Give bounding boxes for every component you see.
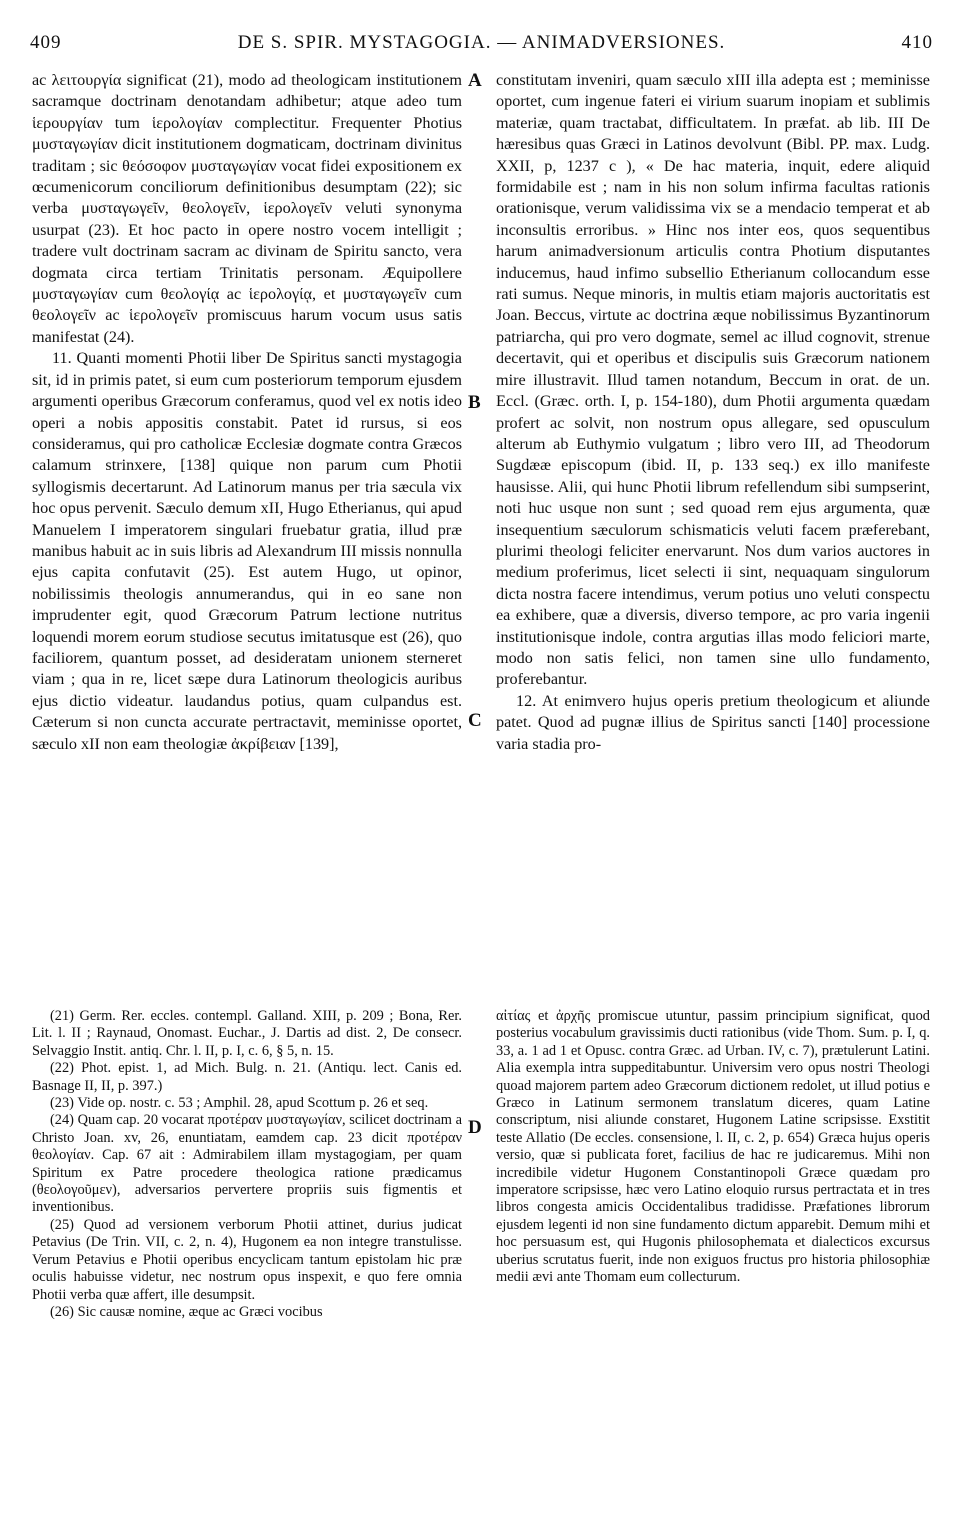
right-column [496, 70, 930, 755]
footnote-26: (26) Sic causæ nomine, æque ac Græci vocibus [50, 1303, 323, 1320]
paragraph-12: 12. At enimvero hujus operis pretium theologicum et aliunde patet. Quod ad pugnæ illius de Spiritus sancti [140] processione varia stadia pro- [496, 691, 930, 753]
paragraph-11: 11. Quanti momenti Photii liber De Spiritus sancti mystagogia sit, id in primis patet, si eum cum posteriorum temporum ejusdem argumenti operibus Græcorum conferamus, quod vel ex notis ideo operi a nobis appositis constabit. Patet id rursus, si eos consideramus, qui pro catholicæ Ecclesiæ dogmate contra Græcos calamum strinxere, [138] quique non parum cum Photii syllogismis decertarunt. Ad Latinorum manus per tria sæcula vix hoc opus pervenit. Sæculo demum xII, Hugo Etherianus, qui apud Manuelem I imperatorem singulari fruebatur gratia, illud præ manibus habuit ac in suis libris ad Alexandrum III missis nonnulla ejus capita confutavit (25). Est autem Hugo, ut opinor, nobilissimis theologis annumerandus, qui in eo sane non imprudenter egit, quod Græcorum Patrum lectione nutritus loquendi morem eorum studiose secutus imitatusque est (26), quo faciliorem, quantum posset, ad desideratam unionem sterneret viam ; qua in re, licet sæpe dura Latinorum theologicis auribus ejus dictio videatur. laudandus potius, quam culpandus est. Cæterum si non cuncta accurate pertractavit, meminisse oportet, sæculo xII non eam theologiæ ἀκρίβειαν [139], [32, 349, 462, 753]
footnote-23: (23) Vide op. nostr. c. 53 ; Amphil. 28, apud Scottum p. 26 et seq. [50, 1095, 429, 1112]
page-number-left: 409 [30, 32, 62, 53]
left-column [32, 70, 462, 755]
footnote-22: (22) Phot. epist. 1, ad Mich. Bulg. n. 21. (Antiqu. lect. Canis ed. Basnage II, II, p. 397.) [32, 1060, 462, 1094]
paragraph: ac λειτουργία significat (21), modo ad theologicam institutionem sacramque doctrinam denotandam adhibetur; atque adeo tum ἱερουργίαν tum ἱερολογίαν complectitur. Frequenter Photius μυσταγωγίαν dicit institutionem dogmaticam, doctrinam divinitus traditam ; sic θεόσοφον μυσταγωγίαν vocat fidei expositionem ex œcumenicorum conciliorum definitionibus desumptam (22); sic verba μυσταγωγεῖν, θεολογεῖν, ἱερολογεῖν veluti synonyma usurpat (23). Et hoc pacto in opere nostro vocem intelligit ; tradere vult doctrinam sacram ac divinam de Spiritu sancto, vera dogmata circa tertiam Trinitatis personam. Æquipollere μυσταγωγίαν cum θεολογίᾳ ac ἱερολογίᾳ, et μυσταγωγεῖν cum θεολογεῖν ac ἱερολογεῖν promiscuus harum vocum usus satis manifestat (24). [32, 71, 462, 346]
running-title: DE S. SPIR. MYSTAGOGIA. — ANIMADVERSIONES. [237, 32, 726, 53]
paragraph: constitutam inveniri, quam sæculo xIII illa adepta est ; meminisse oportet, cum ingenue fateri ei virium suarum inopiam et sublimis materiæ, quam tractabat, difficultatem. In præfat. ab lib. III De hæresibus quas Græci in Latinos devolvunt (Bibl. PP. max. Ludg. XXII, p, 1237 c ), « De hac materia, inquit, edere aliquid formidabile est ; nam in his non solum infirma facultas rationis orationisque, verum validissima vix se a mendacio temperat et ab inconsultis erroribus. » Hinc nos inter eos, quos sequentibus harum animadversionum articulis contra Photium disputantes inducemus, haud infimo subsellio Etherianum collocandum esse rati sumus. Neque minoris, in multis etiam majoris auctoritatis est Joan. Beccus, virtute ac doctrina æque nobilissimus Byzantinorum patriarcha, qui pro vero dogmate, semel ac illud cognovit, strenue decertavit, qui et operibus et discipulis suis Græcorum nationem mire illustravit. Illud tamen notandum, Beccum in orat. de un. Eccl. (Græc. orth. I, p. 154-180), dum Photii argumenta quædam profert ac solvit, non nostrum opus allegare, sed opusculum alterum ab Euthymio vulgatum ; libro vero III, ad Theodorum Sugdææ episcopum (ibid. II, p. 133 seq.) ex illo manifeste hausisse. Alii, qui hunc Photii librum refellendum sibi sumpserint, noti huc usque non sunt ; sed quoad rem ejus argumenta, quæ insequentium sæculorum schismaticis veluti facem præferebant, plurimi theologi feliciter enervarunt. Nos dum varios auctores in medium proferimus, licet selecti ii sint, nequaquam singulorum dicta nostra facere intendimus, verum potius uno veluti conspectu ea exhibere, quæ a diversis, diverso tempore, ac pro varia ingenii institutionisque indole, contra argutias illas modo feliciori marte, modo non satis felici, non tamen sine ullo fundamento, proferebantur. [496, 71, 930, 689]
margin-letter-b: B [468, 392, 481, 413]
footnotes-right [496, 1008, 930, 1287]
footnote-24: (24) Quam cap. 20 vocarat προτέραν μυσταγωγίαν, scilicet doctrinam a Christo Joan. xv, 26, enuntiatam, eamdem cap. 23 dicit προτέραν θεολογίαν. Cap. 67 ait : Admirabilem illam mystagogiam, per quam Spiritum ex Patre procedere theologica ratione prædicamus (θεολογοῦμεν), adversarios pervertere propriis suis figmentis et inventionibus. [32, 1112, 462, 1216]
margin-letter-c: C [468, 710, 482, 731]
footnote-25: (25) Quod ad versionem verborum Photii attinet, durius judicat Petavius (De Trin. VII, c. 2, n. 4), Hugonem ea non integre transtulisse. Verum Petavius e Photii operibus encyclicam tantum epistolam hic præ oculis habuisse videtur, nec nostrum opus inspexit, e quo fere omnia Photii verba quæ affert, ille desumpsit. [32, 1216, 462, 1303]
footnotes-left [32, 1008, 462, 1321]
footnote-26-continued: αἰτίας et ἀρχῆς promiscue utuntur, passim principium significat, quod posterius vocabulum gravissimis ducti rationibus (vide Thom. Sum. p. I, q. 33, a. 1 ad 1 et Opusc. contra Græc. ad Urban. IV, c. 7), prætulerunt Latini. Alia exempla intra suppeditabuntur. Universim vero opus nostri Theologi quoad majorem partem adeo Græcorum dictionem redolet, ut illud potius e Græco in Latinum sermonem translatum diceres, quam Latine conscriptum, nisi aliunde constaret, Hugonem Latine scripsisse. Exstitit teste Allatio (De eccles. consensione, l. II, c. 2, p. 654) Græca hujus operis versio, quæ si publicata foret, facilius de hac re judicaremus. Mihi non incredibile videtur Hugonem Constantinopoli Græce quædam pro imperatore scripsisse, hæc vero Latino eloquio rursus pertractata et in tres libros congesta amicis Occidentalibus tradidisse. Præfationes librorum ejusdem legenti id non sine fundamento dictum apparebit. Demum mihi et hoc persuasum est, qui Hugonis philosophemata et dialecticos excursus uberius scrutatus fuerit, inde non exiguos fructus pro historia philosophiæ medii ævi ante Thomam eum collecturum. [496, 1008, 930, 1286]
footnote-21: (21) Germ. Rer. eccles. contempl. Galland. XIII, p. 209 ; Bona, Rer. Lit. l. II ; Raynaud, Onomast. Euchar., J. Dartis ad dist. 2, De consecr. Selvaggio Instit. antiq. Chr. l. II, p. I, c. 6, § 5, n. 15. [32, 1008, 462, 1059]
margin-letter-d: D [468, 1117, 482, 1138]
page-number-right: 410 [901, 32, 933, 53]
margin-letter-a: A [468, 70, 482, 91]
running-header [30, 32, 933, 60]
